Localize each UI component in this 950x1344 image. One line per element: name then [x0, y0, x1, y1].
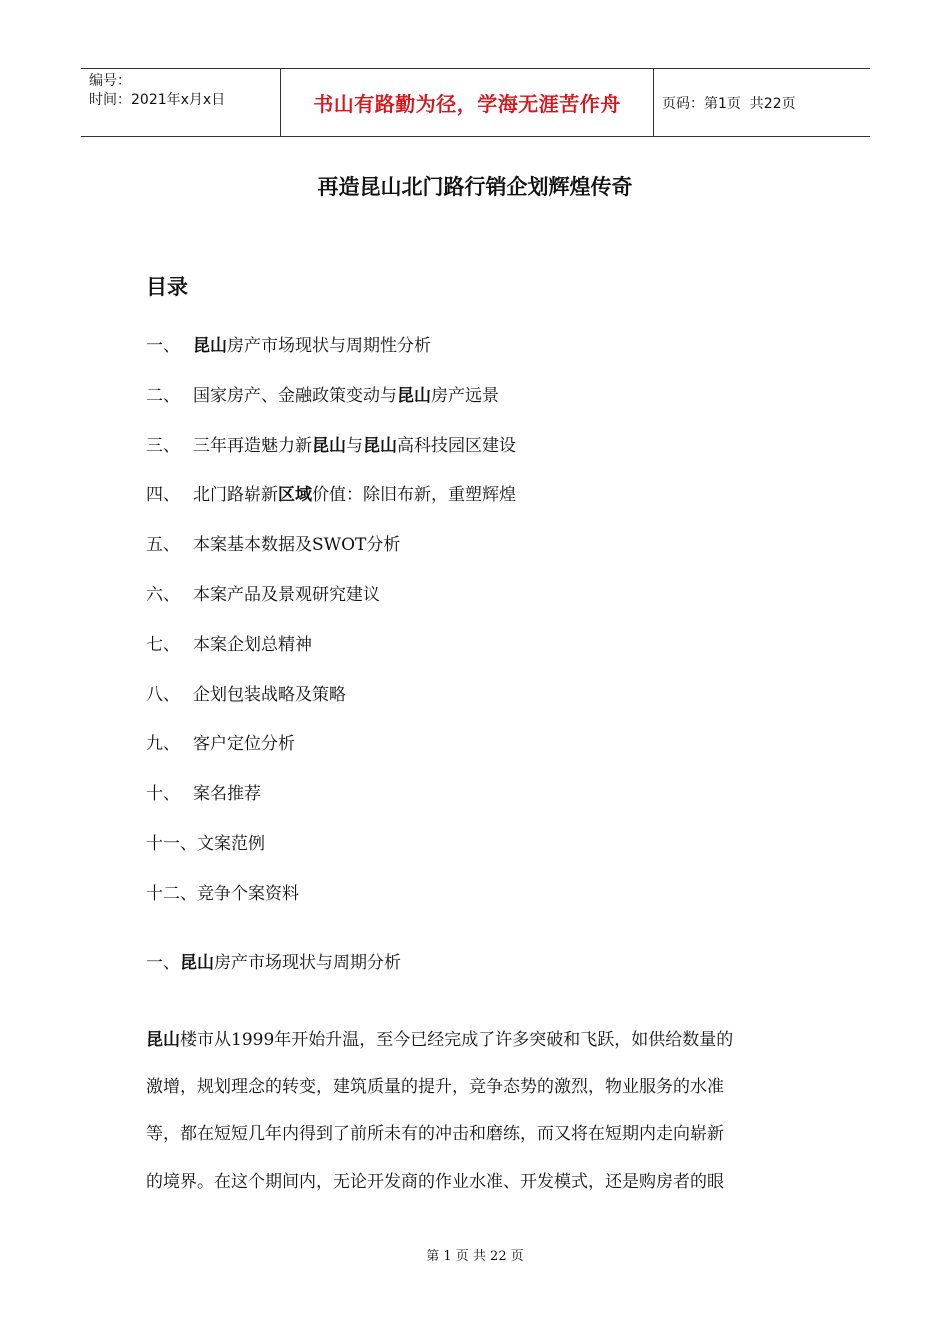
page-header-table [81, 68, 870, 137]
section-number: 一、 [146, 953, 180, 973]
toc-item-text: 本案基本数据及SWOT分析 [193, 535, 401, 556]
toc-item-text: 企划包装战略及策略 [193, 684, 346, 705]
toc-item-number: 十二、 [146, 883, 197, 904]
toc-item [146, 582, 516, 632]
toc-item-text: 北门路崭新 [193, 485, 278, 506]
toc-item-keyword: 昆山 [363, 435, 397, 456]
toc-item-text: 房产市场现状与周期性分析 [227, 336, 431, 356]
toc-item [146, 433, 516, 483]
toc-item-text: 房产远景 [431, 385, 499, 406]
toc-item [146, 383, 516, 433]
toc-item-text: 本案企划总精神 [193, 634, 312, 655]
toc-item-number: 七、 [146, 634, 180, 655]
toc-item [146, 532, 516, 582]
page-footer: 第 1 页 共 22 页 [426, 1249, 524, 1264]
toc-item-text: 文案范例 [197, 833, 265, 854]
section-keyword: 昆山 [180, 953, 214, 973]
document-date-label: 时间：2021年x月x日 [89, 92, 226, 108]
toc-item-keyword: 昆山 [193, 336, 227, 356]
toc-item [146, 781, 516, 831]
toc-item-text: 三年再造魅力新 [193, 435, 312, 456]
toc-item [146, 333, 516, 383]
table-of-contents [146, 333, 516, 931]
toc-heading: 目录 [146, 275, 188, 299]
toc-item-text: 价值：除旧布新，重塑辉煌 [312, 485, 516, 506]
toc-item-number: 五、 [146, 535, 180, 556]
toc-item-number: 八、 [146, 684, 180, 705]
toc-item-number: 三、 [146, 435, 180, 456]
toc-item-number: 九、 [146, 734, 180, 755]
toc-item-text: 高科技园区建设 [397, 435, 516, 456]
paragraph-line: 等，都在短短几年内得到了前所未有的冲击和磨练，而又将在短期内走向崭新 [146, 1124, 724, 1145]
toc-item-number: 六、 [146, 584, 180, 605]
paragraph-line [146, 1017, 806, 1064]
paragraph-line: 的境界。在这个期间内，无论开发商的作业水准、开发模式，还是购房者的眼 [146, 1171, 724, 1192]
section-title-text: 房产市场现状与周期分析 [214, 953, 401, 973]
header-page-info: 页码：第1页 共22页 [662, 95, 796, 112]
toc-item [146, 831, 516, 881]
toc-item-keyword: 昆山 [312, 435, 346, 456]
section-heading [146, 950, 401, 976]
toc-item-text: 本案产品及景观研究建议 [193, 584, 380, 605]
paragraph-line-text: 楼市从1999年开始升温，至今已经完成了许多突破和飞跃，如供给数量的 [180, 1030, 734, 1050]
header-motto: 书山有路勤为径，学海无涯苦作舟 [281, 69, 654, 136]
toc-item [146, 731, 516, 781]
toc-item-number: 一、 [146, 336, 180, 356]
toc-item-number: 四、 [146, 485, 180, 506]
header-meta-cell [81, 69, 281, 136]
toc-item-keyword: 区域 [278, 485, 312, 506]
toc-item-text: 案名推荐 [193, 784, 261, 805]
toc-item-number: 二、 [146, 385, 180, 406]
toc-item-text: 国家房产、金融政策变动与 [193, 385, 397, 406]
toc-item-text: 客户定位分析 [193, 734, 295, 755]
toc-item-text: 竞争个案资料 [197, 883, 299, 904]
toc-item [146, 482, 516, 532]
document-number-label: 编号： [89, 73, 131, 89]
toc-item [146, 881, 516, 931]
body-paragraph [146, 1017, 806, 1206]
toc-item [146, 682, 516, 732]
toc-item-keyword: 昆山 [397, 385, 431, 406]
toc-item [146, 632, 516, 682]
toc-item-number: 十一、 [146, 833, 197, 854]
document-title: 再造昆山北门路行销企划辉煌传奇 [317, 175, 633, 199]
toc-item-text: 与 [346, 435, 363, 456]
paragraph-line: 激增，规划理念的转变，建筑质量的提升，竞争态势的激烈，物业服务的水准 [146, 1077, 724, 1098]
toc-item-number: 十、 [146, 784, 180, 805]
paragraph-lead-keyword: 昆山 [146, 1030, 180, 1050]
